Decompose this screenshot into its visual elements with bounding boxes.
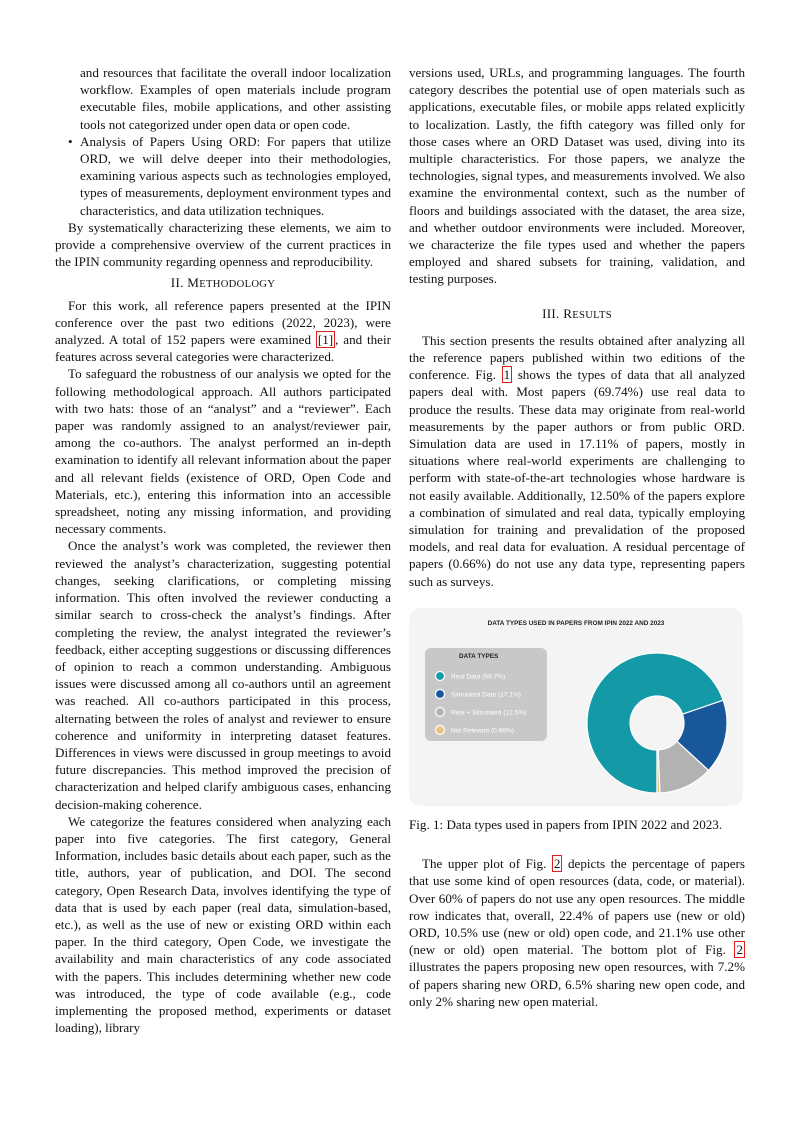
donut-chart — [409, 608, 743, 806]
text-run: This section presents the results obtained after analyzing all the reference papers published within two editions of the conference. Fig. — [409, 332, 745, 383]
text-run: illustrates the papers proposing new open resources, with 7.2% of papers sharing new ORD, 6.5% sharing new open code, and only 2% sharing new open material. — [409, 959, 745, 1009]
text-run: , and their features across several categories were characterized. — [55, 332, 391, 365]
categories-continuation: versions used, URLs, and programming languages. The fourth category describes the potential use of open materials such as applications, executable files, or mobile apps related explicitly to localization. Lastly, the fifth category was filled only for those cases where an ORD Dataset was used, diving into its multiple characteristics. For those papers, we analyze the technologies, signal types, and measurements involved. We also examine the environmental context, such as the number of floors and buildings associated with the dataset, the area size, and whether outdoor environments were included. Moreover, we characterize the file types used and whether the papers employed and shared subsets for training, validation, and testing purposes. — [409, 65, 745, 287]
section-heading-results — [409, 288, 745, 332]
methodology-paragraph-3: Once the analyst’s work was completed, the reviewer then reviewed the analyst’s characterization, suggesting potential changes, seeking clarifications, or completing missing information. This often involved the reviewer conducting a similar search to cross-check the analyst’s findings. After completing the review, the analyst integrated the reviewer’s feedback, either accepting suggestions or discussing differences of opinion to reach a common understanding. Ambiguous issues were discussed among all co-authors until an agreement was reached. All co-authors participated in this process, alternating between the roles of analyst and reviewer to ensure coherence and uniformity in interpreting dataset features. Differences in views were discussed in group meetings to avoid future discrepancies. This method improved the precision of characterization and helped clarify ambiguous cases, enhancing decision-making coherence. — [55, 538, 391, 812]
section-number: II. — [170, 275, 184, 291]
text-run: depicts the percentage of papers that use some kind of open resources (data, code, or material). Over 60% of papers do not use any open resources. The middle row indicates that, overall, 22.4% of papers use (new or old) ORD, 10.5% use (new or old) open code, and 21.1% use other (new or old) open material. The bottom plot of Fig. — [409, 856, 745, 958]
section-first-letter: R — [563, 305, 573, 321]
legend-marker — [436, 725, 445, 734]
section-title-rest: ETHODOLOGY — [199, 279, 276, 291]
donut-slices — [587, 653, 727, 793]
text-run: shows the types of data that all analyzed papers deal with. Most papers (69.74%) use real data to produce the results. These data may originate from real-world measurements by the paper authors or from public ORD. Simulation data are used in 17.11% of papers, mostly in situations where real-world experiments are challenging to perform with state-of-the-art technologies whose hardware is not easily available. Additionally, 12.50% of the papers explore a combination of simulated and real data, typically employing simulation for training and prevalidation of the proposed models, and real data for evaluation. A residual percentage of papers (0.66%) do not use any data type, representing papers such as surveys. — [409, 367, 746, 589]
section-title-rest: ESULTS — [572, 309, 612, 321]
text-run: The upper plot of Fig. — [422, 856, 552, 872]
figure-link[interactable]: 2 — [736, 942, 743, 958]
legend-title: DATA TYPES — [459, 652, 499, 660]
bullet-continuation: and resources that facilitate the overall indoor localization workflow. Examples of open materials include program executable files, mobile applications, and other assisting tools not categorized under open data or open code. — [80, 65, 391, 132]
legend-marker — [436, 671, 445, 680]
legend-label: Real Data (69.7%) — [451, 673, 506, 681]
text-run: For this work, all reference papers presented at the IPIN conference over the past two editions (2022, 2023), were analyzed. A total of 152 papers were examined — [55, 297, 391, 348]
citation-link[interactable]: [1] — [317, 332, 334, 348]
methodology-paragraph-1 — [55, 297, 391, 366]
chart-title: DATA TYPES USED IN PAPERS FROM IPIN 2022 AND 2023 — [487, 619, 665, 627]
legend-label: Not Relevant (0.66%) — [451, 727, 515, 735]
legend-label: Real + Simulated (12.5%) — [451, 709, 527, 717]
section-heading-methodology — [55, 270, 391, 296]
figure-1-chart — [409, 608, 743, 806]
bullet-item-analysis: • Analysis of Papers Using ORD: For papers that utilize ORD, we will delve deeper into their methodologies, examining various aspects such as technologies employed, types of measurements, deployment environment types and characteristics, and data utilization techniques. — [55, 133, 391, 219]
summary-paragraph: By systematically characterizing these elements, we aim to provide a comprehensive overview of the current practices in the IPIN community regarding openness and reproducibility. — [55, 219, 391, 270]
methodology-paragraph-2: To safeguard the robustness of our analysis we opted for the following methodological approach. All authors participated with two hats: those of an “analyst” and a “reviewer”. Each paper was randomly assigned to an analyst/reviewer pair, among the co-authors. The analyst performed an in-depth examination to identify all relevant information about the paper and all relevant fields (existence of ORD, Open Code and Materials, etc.), entering this information into an accessible spreadsheet, noting any missing information, and providing necessary comments. — [55, 366, 391, 537]
left-column — [55, 64, 391, 1036]
results-paragraph-2 — [409, 855, 745, 1010]
figure-link[interactable]: 2 — [553, 856, 561, 872]
section-first-letter: M — [187, 275, 200, 291]
figure-link[interactable]: 1 — [503, 367, 511, 383]
section-number: III. — [542, 305, 560, 321]
bullet-list — [55, 133, 391, 219]
legend-marker — [436, 689, 445, 698]
results-paragraph-1 — [409, 332, 745, 590]
legend-label: Simulated Data (17.1%) — [451, 691, 522, 699]
figure-1-caption: Fig. 1: Data types used in papers from IPIN 2022 and 2023. — [409, 816, 723, 832]
right-column — [409, 64, 745, 1010]
legend-marker — [436, 707, 445, 716]
methodology-paragraph-4: We categorize the features considered when analyzing each paper into five categories. The first category, General Information, includes basic details about each paper, such as the title, authors, year of publication, and DOI. The second category, Open Research Data, involves identifying the type of data that is used by each paper (real data, simulation-based, etc.), as well as the use of new or existing ORD within each paper. In the third category, Open Code, we investigate the availability and main characteristics of any code associated with the papers. This includes determining whether new code was introduced, the type of code available (e.g., code implementing the proposed method, experiments or dataset loading), library — [55, 813, 391, 1036]
